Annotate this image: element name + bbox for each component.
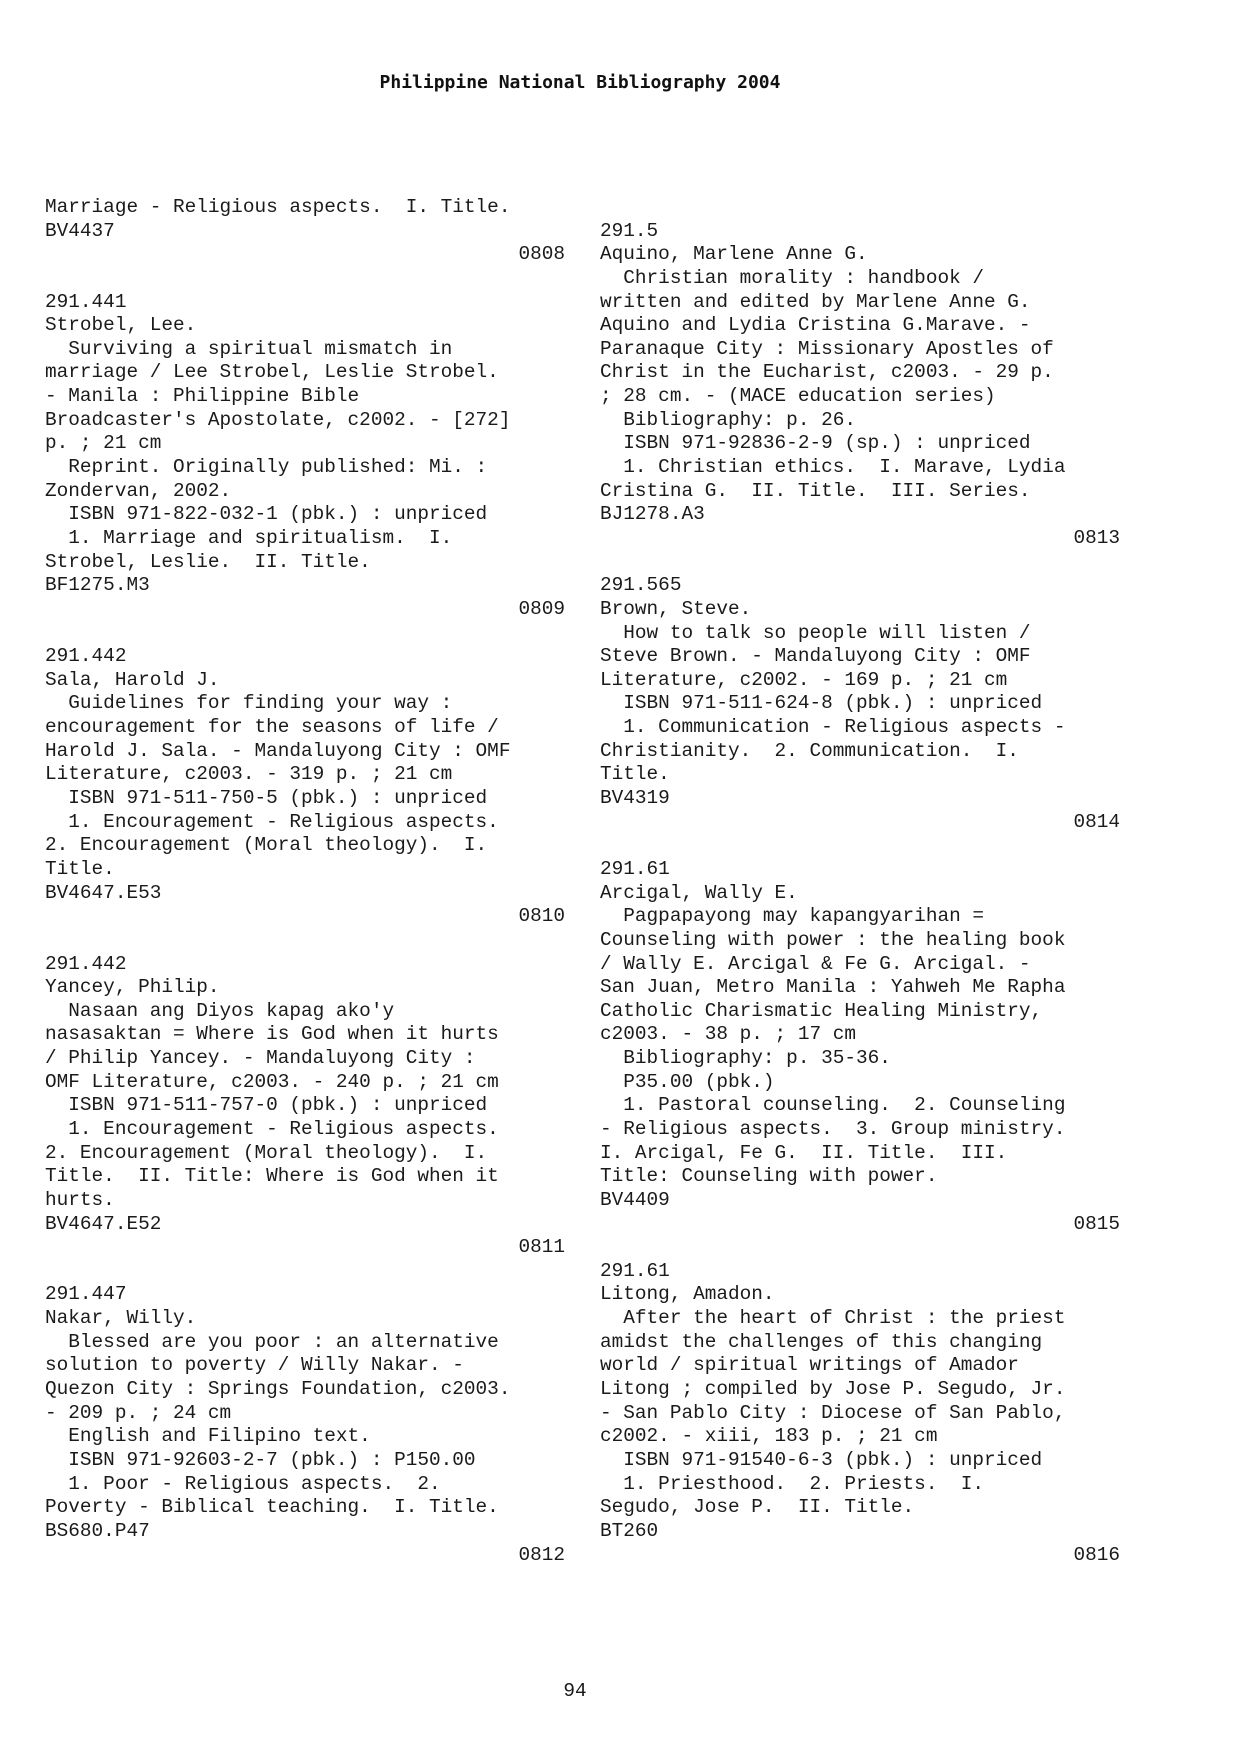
text-line: Bibliography: p. 26.	[600, 408, 856, 431]
text-line: / Philip Yancey. - Mandaluyong City :	[45, 1047, 476, 1070]
text-line: Pagpapayong may kapangyarihan =	[600, 905, 984, 928]
text-line: Aquino and Lydia Cristina G.Marave. -	[600, 314, 1031, 337]
page-title: Philippine National Bibliography 2004	[379, 72, 781, 93]
entry-number: 0815	[1073, 1212, 1120, 1235]
text-line: Poverty - Biblical teaching. I. Title.	[45, 1496, 499, 1519]
text-line: BJ1278.A3	[600, 503, 705, 526]
text-line: 1. Pastoral counseling. 2. Counseling	[600, 1094, 1066, 1117]
text-line: ISBN 971-511-757-0 (pbk.) : unpriced	[45, 1094, 488, 1117]
text-line: 291.447	[45, 1283, 127, 1306]
text-line: c2002. - xiii, 183 p. ; 21 cm	[600, 1425, 938, 1448]
text-line: amidst the challenges of this changing	[600, 1330, 1043, 1353]
text-line: Harold J. Sala. - Mandaluyong City : OMF	[45, 739, 511, 762]
text-line: - Manila : Philippine Bible	[45, 385, 360, 408]
text-line: Strobel, Leslie. II. Title.	[45, 550, 371, 573]
text-line: hurts.	[45, 1188, 115, 1211]
text-line: 1. Encouragement - Religious aspects.	[45, 1117, 499, 1140]
text-line: - San Pablo City : Diocese of San Pablo,	[600, 1401, 1066, 1424]
text-line: 291.442	[45, 645, 127, 668]
text-line: Quezon City : Springs Foundation, c2003.	[45, 1378, 511, 1401]
text-line: Title.	[600, 763, 670, 786]
entry-number: 0816	[1073, 1543, 1120, 1566]
text-line: English and Filipino text.	[45, 1425, 371, 1448]
text-line: P35.00 (pbk.)	[600, 1070, 775, 1093]
text-line: Paranaque City : Missionary Apostles of	[600, 337, 1054, 360]
text-line: Arcigal, Wally E.	[600, 881, 798, 904]
text-line: Literature, c2003. - 319 p. ; 21 cm	[45, 763, 453, 786]
text-line	[600, 1236, 1120, 1260]
text-line: 1. Priesthood. 2. Priests. I.	[600, 1472, 984, 1495]
entry-number: 0808	[518, 243, 565, 266]
text-line: BV4409	[600, 1188, 670, 1211]
text-line	[45, 929, 565, 953]
entry-number: 0812	[518, 1543, 565, 1566]
text-line: Zondervan, 2002.	[45, 479, 232, 502]
text-line: Literature, c2002. - 169 p. ; 21 cm	[600, 668, 1008, 691]
text-line: 291.442	[45, 952, 127, 975]
text-line: 2. Encouragement (Moral theology). I.	[45, 1141, 488, 1164]
text-line: San Juan, Metro Manila : Yahweh Me Rapha	[600, 976, 1066, 999]
text-line: OMF Literature, c2003. - 240 p. ; 21 cm	[45, 1070, 499, 1093]
text-line: 291.565	[600, 574, 682, 597]
text-line: c2003. - 38 p. ; 17 cm	[600, 1023, 856, 1046]
left-column	[45, 196, 565, 1567]
text-line: ISBN 971-511-750-5 (pbk.) : unpriced	[45, 787, 488, 810]
text-line: Surviving a spiritual mismatch in	[45, 337, 453, 360]
text-line	[45, 622, 565, 646]
text-line: ISBN 971-91540-6-3 (pbk.) : unpriced	[600, 1448, 1043, 1471]
entry-number: 0814	[1073, 810, 1120, 833]
text-line: marriage / Lee Strobel, Leslie Strobel.	[45, 361, 499, 384]
entry-number: 0813	[1073, 526, 1120, 549]
text-line: Litong, Amadon.	[600, 1283, 775, 1306]
text-line: Yancey, Philip.	[45, 976, 220, 999]
text-line: BV4647.E53	[45, 881, 162, 904]
text-line: Christ in the Eucharist, c2003. - 29 p.	[600, 361, 1054, 384]
text-line: 291.61	[600, 1259, 670, 1282]
text-line: Cristina G. II. Title. III. Series.	[600, 479, 1031, 502]
text-line: BV4319	[600, 787, 670, 810]
text-line: - Religious aspects. 3. Group ministry.	[600, 1117, 1066, 1140]
text-line: p. ; 21 cm	[45, 432, 162, 455]
text-line: ISBN 971-511-624-8 (pbk.) : unpriced	[600, 692, 1043, 715]
text-line: Aquino, Marlene Anne G.	[600, 243, 868, 266]
text-line: BT260	[600, 1519, 659, 1542]
text-line: After the heart of Christ : the priest	[600, 1307, 1066, 1330]
text-line: Blessed are you poor : an alternative	[45, 1330, 499, 1353]
text-line	[600, 834, 1120, 858]
text-line: I. Arcigal, Fe G. II. Title. III.	[600, 1141, 1008, 1164]
text-line: 1. Christian ethics. I. Marave, Lydia	[600, 456, 1066, 479]
text-line: Title.	[45, 857, 115, 880]
text-line: 2. Encouragement (Moral theology). I.	[45, 834, 488, 857]
text-line: world / spiritual writings of Amador	[600, 1354, 1019, 1377]
text-line: - 209 p. ; 24 cm	[45, 1401, 232, 1424]
text-line: 291.61	[600, 857, 670, 880]
entry-number: 0811	[518, 1236, 565, 1259]
text-line: ISBN 971-92603-2-7 (pbk.) : P150.00	[45, 1448, 476, 1471]
text-line: 291.5	[600, 219, 659, 242]
text-line: Title. II. Title: Where is God when it	[45, 1165, 499, 1188]
text-line	[600, 551, 1120, 575]
text-line: Catholic Charismatic Healing Ministry,	[600, 999, 1043, 1022]
text-line	[45, 1260, 565, 1284]
text-line: 1. Poor - Religious aspects. 2.	[45, 1472, 441, 1495]
text-line: Litong ; compiled by Jose P. Segudo, Jr.	[600, 1378, 1066, 1401]
text-line: BV4437	[45, 219, 115, 242]
text-line: Steve Brown. - Mandaluyong City : OMF	[600, 645, 1031, 668]
text-line: Broadcaster's Apostolate, c2002. - [272]	[45, 408, 511, 431]
entry-number: 0810	[518, 905, 565, 928]
page-number: 94	[563, 1680, 587, 1702]
text-line: Counseling with power : the healing book	[600, 928, 1066, 951]
text-line: Christianity. 2. Communication. I.	[600, 739, 1019, 762]
text-line: Guidelines for finding your way :	[45, 692, 453, 715]
text-line: 1. Communication - Religious aspects -	[600, 716, 1066, 739]
text-line: How to talk so people will listen /	[600, 621, 1031, 644]
text-line: Christian morality : handbook /	[600, 266, 984, 289]
text-line: BV4647.E52	[45, 1212, 162, 1235]
text-line: Nasaan ang Diyos kapag ako'y	[45, 999, 395, 1022]
text-line: ISBN 971-92836-2-9 (sp.) : unpriced	[600, 432, 1031, 455]
text-line: Title: Counseling with power.	[600, 1165, 938, 1188]
text-line: Bibliography: p. 35-36.	[600, 1047, 891, 1070]
text-line: solution to poverty / Willy Nakar. -	[45, 1354, 464, 1377]
text-line: Nakar, Willy.	[45, 1307, 197, 1330]
text-line: Strobel, Lee.	[45, 314, 197, 337]
text-line	[45, 267, 565, 291]
text-line: encouragement for the seasons of life /	[45, 716, 499, 739]
text-line: nasasaktan = Where is God when it hurts	[45, 1023, 499, 1046]
text-line: Marriage - Religious aspects. I. Title.	[45, 196, 511, 218]
text-line: written and edited by Marlene Anne G.	[600, 290, 1031, 313]
text-line: Brown, Steve.	[600, 597, 752, 620]
text-line: / Wally E. Arcigal & Fe G. Arcigal. -	[600, 952, 1031, 975]
text-line: ISBN 971-822-032-1 (pbk.) : unpriced	[45, 503, 488, 526]
text-line: Segudo, Jose P. II. Title.	[600, 1496, 915, 1519]
text-line: BS680.P47	[45, 1519, 150, 1542]
text-line: Sala, Harold J.	[45, 668, 220, 691]
text-line: 291.441	[45, 290, 127, 313]
text-line: BF1275.M3	[45, 574, 150, 597]
text-line: 1. Encouragement - Religious aspects.	[45, 810, 499, 833]
text-line: ; 28 cm. - (MACE education series)	[600, 385, 996, 408]
entry-number: 0809	[518, 597, 565, 620]
text-line	[600, 196, 1120, 220]
text-line: Reprint. Originally published: Mi. :	[45, 456, 488, 479]
text-line: 1. Marriage and spiritualism. I.	[45, 526, 453, 549]
right-column	[600, 196, 1120, 1567]
